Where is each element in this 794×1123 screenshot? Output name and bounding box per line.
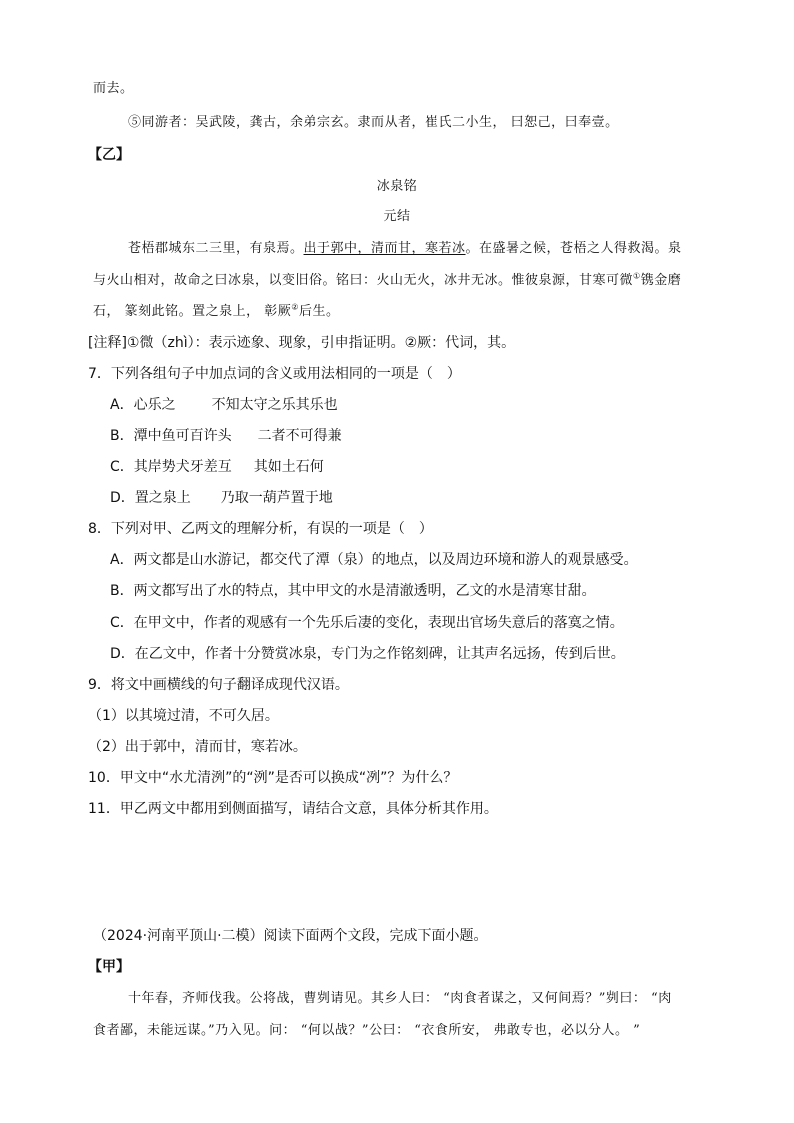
yi-text-1b: 。在盛暑之候，苍梧之人得救渴。泉 bbox=[465, 241, 682, 256]
yi-text-line-3 bbox=[93, 303, 339, 321]
note-paragraph-5: ⑤同游者：吴武陵，龚古，余弟宗玄。隶而从者，崔氏二小生， 曰恕己，曰奉壹。 bbox=[128, 115, 619, 130]
yi-title: 冰泉铭 bbox=[376, 179, 418, 194]
question-9: 9．将文中画横线的句子翻译成现代汉语。 bbox=[88, 677, 349, 693]
yi-text-3b: 后生。 bbox=[298, 304, 340, 319]
footnote-marker-1: ① bbox=[633, 271, 641, 281]
footnote-marker-2: ② bbox=[291, 302, 299, 312]
q8-option-c: C．在甲文中，作者的观感有一个先乐后凄的变化，表现出官场失意后的落寞之情。 bbox=[110, 615, 624, 631]
q8-option-a: A．两文都是山水游记，都交代了潭（泉）的地点，以及周边环境和游人的观景感受。 bbox=[110, 552, 638, 568]
question-8: 8．下列对甲、乙两文的理解分析，有误的一项是（ ） bbox=[88, 521, 433, 537]
yi-text-line-1 bbox=[128, 240, 682, 258]
question-11: 11．甲乙两文中都用到侧面描写，请结合文意，具体分析其作用。 bbox=[88, 801, 498, 817]
q8-option-d: D．在乙文中，作者十分赞赏冰泉，专门为之作铭刻碑，让其声名远扬，传到后世。 bbox=[110, 646, 625, 662]
q7-option-a: A．心乐之 不知太守之乐其乐也 bbox=[110, 397, 338, 413]
q8-option-b: B．两文都写出了水的特点，其中甲文的水是清澈透明，乙文的水是清寒甘甜。 bbox=[110, 583, 596, 599]
section-label-yi: 【乙】 bbox=[88, 147, 130, 163]
next-section-intro: （2024·河南平顶山·二模）阅读下面两个文段，完成下面小题。 bbox=[93, 928, 488, 944]
yi-author: 元结 bbox=[383, 209, 411, 224]
yi-text-line-2 bbox=[93, 272, 681, 290]
q7-option-b: B．潭中鱼可百许头 二者不可得兼 bbox=[110, 428, 342, 444]
q9-item-2: （2）出于郭中，清而甘，寒若冰。 bbox=[88, 739, 307, 755]
yi-text-3a: 石， 篆刻此铭。置之泉上， 彰厥 bbox=[93, 304, 292, 319]
q7-option-c: C．其岸势犬牙差互 其如土石何 bbox=[110, 459, 324, 475]
yi-text-2a: 与火山相对，故命之曰冰泉，以变旧俗。铭曰：火山无火，冰井无冰。惟彼泉源，甘寒可微 bbox=[93, 273, 634, 288]
jia-text-line-2: 食者鄙，未能远谋。”乃入见。问： “何以战？”公曰： “衣食所安， 弗敢专也，必以分人。 ” bbox=[93, 1023, 641, 1038]
yi-text-2b: 镌金磨 bbox=[640, 273, 682, 288]
section-label-jia: 【甲】 bbox=[88, 959, 130, 975]
q9-item-1: （1）以其境过清，不可久居。 bbox=[88, 708, 279, 724]
q7-option-d: D．置之泉上 乃取一葫芦置于地 bbox=[110, 490, 333, 506]
question-10: 10．甲文中“水尤清洌”的“洌”是否可以换成“冽”？为什么？ bbox=[88, 770, 458, 786]
top-fragment: 而去。 bbox=[93, 81, 134, 96]
yi-text-1a: 苍梧郡城东二三里，有泉焉。 bbox=[128, 241, 304, 256]
annotation-note: [注释]①微（zhì）：表示迹象、现象，引申指证明。②厥：代词，其。 bbox=[88, 335, 516, 351]
yi-underlined-sentence: 出于郭中，清而甘，寒若冰 bbox=[303, 241, 466, 256]
question-7: 7．下列各组句子中加点词的含义或用法相同的一项是（ ） bbox=[88, 366, 461, 382]
jia-text-line-1: 十年春，齐师伐我。公将战，曹刿请见。其乡人曰： “肉食者谋之，又何间焉？”刿曰： “肉 bbox=[128, 991, 672, 1006]
